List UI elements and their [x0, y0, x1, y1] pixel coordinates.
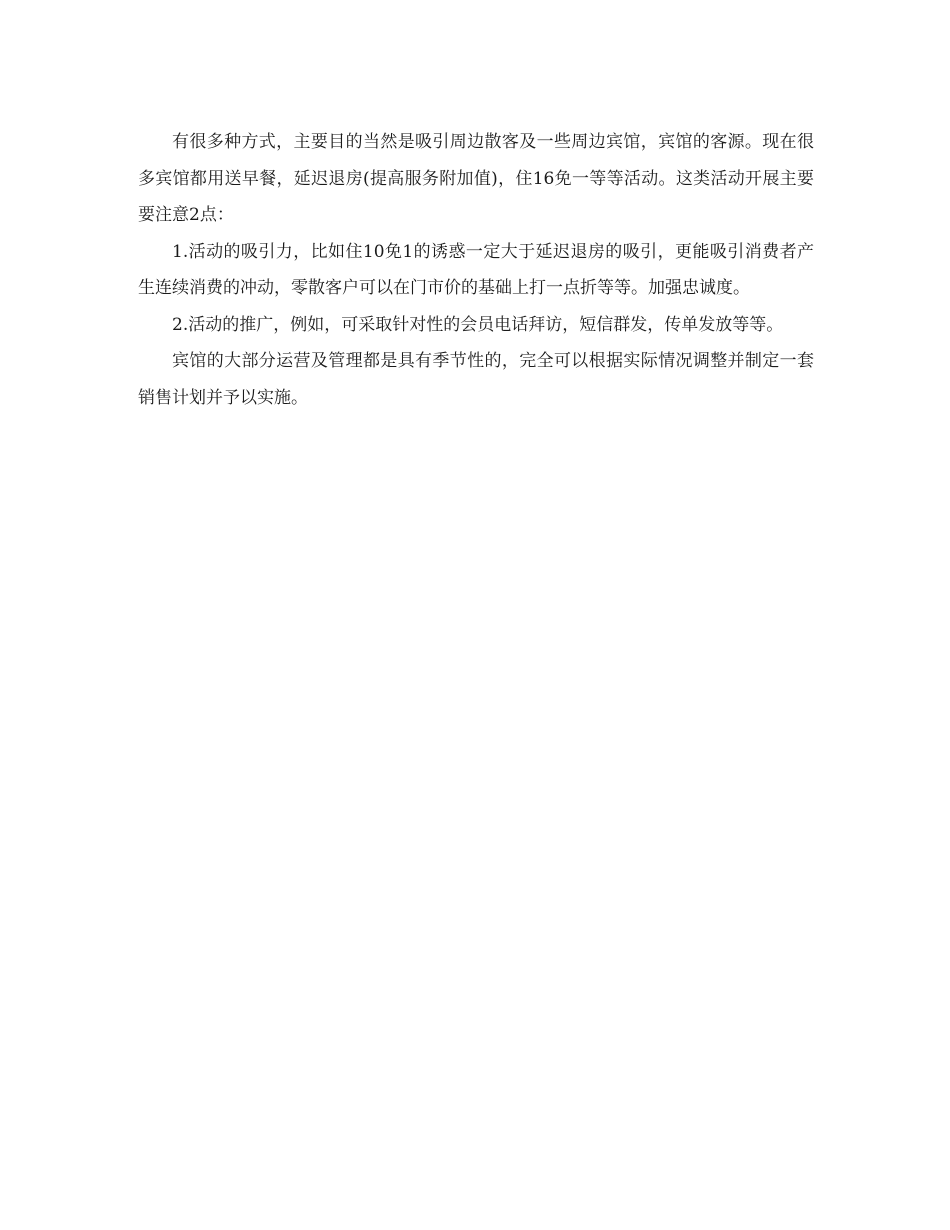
document-body	[138, 124, 814, 416]
paragraph-point-2: 2.活动的推广，例如，可采取针对性的会员电话拜访，短信群发，传单发放等等。	[172, 314, 784, 335]
paragraph-conclusion: 宾馆的大部分运营及管理都是具有季节性的，完全可以根据实际情况调整并制定一套销售计划并予以实施。	[138, 351, 814, 408]
paragraph-intro: 有很多种方式，主要目的当然是吸引周边散客及一些周边宾馆，宾馆的客源。现在很多宾馆都用送早餐，延迟退房(提高服务附加值)，住16免一等等活动。这类活动开展主要要注意2点：	[138, 132, 814, 225]
paragraph-point-1: 1.活动的吸引力，比如住10免1的诱惑一定大于延迟退房的吸引，更能吸引消费者产生连续消费的冲动，零散客户可以在门市价的基础上打一点折等等。加强忠诚度。	[138, 241, 814, 298]
